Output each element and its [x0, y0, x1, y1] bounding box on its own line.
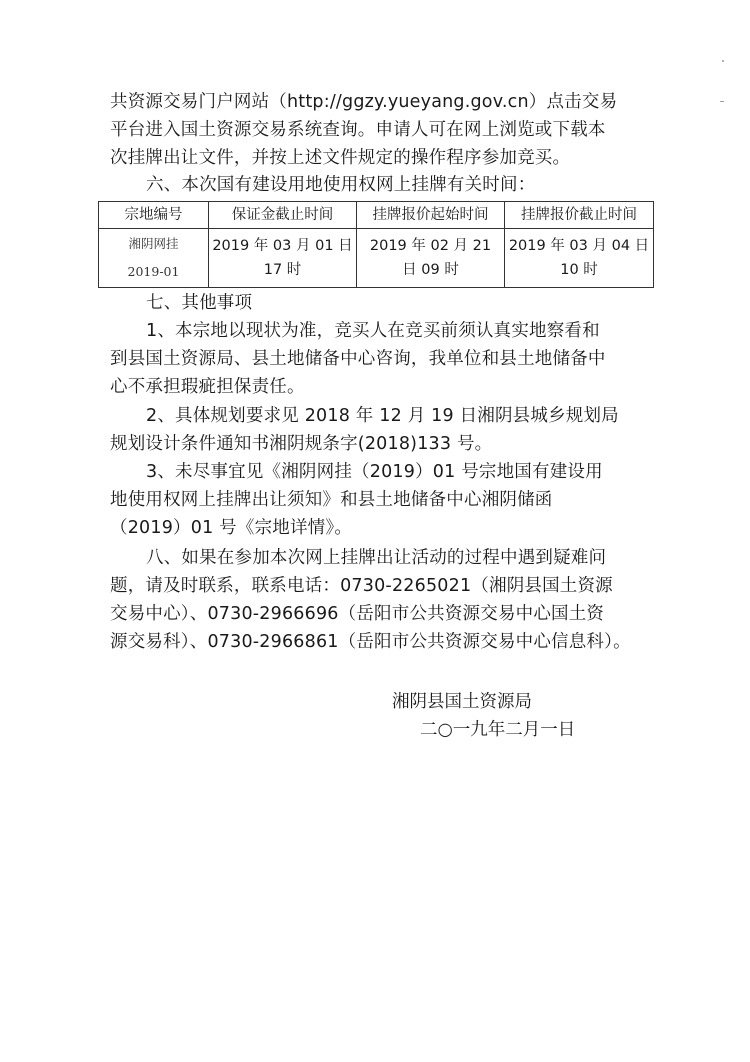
- paragraph-line: 2、具体规划要求见 2018 年 12 月 19 日湘阴县城乡规划局: [146, 406, 619, 426]
- paragraph-line: 平台进入国土资源交易系统查询。申请人可在网上浏览或下载本: [110, 120, 606, 140]
- cell-line: 2019 年 03 月 04 日: [508, 238, 650, 254]
- paragraph-line: （2019）01 号《宗地详情》。: [110, 518, 353, 538]
- section-seven-heading: 七、其他事项: [146, 293, 253, 313]
- cell-line: 日 09 时: [402, 262, 459, 278]
- paragraph-line: 题，请及时联系，联系电话：0730-2265021（湘阴县国土资源: [110, 576, 613, 596]
- header-bid-end: 挂牌报价截止时间: [505, 202, 654, 229]
- cell-bid-end: [505, 229, 654, 288]
- cell-line: 2019 年 02 月 21: [369, 238, 492, 254]
- header-parcel-id: 宗地编号: [99, 202, 209, 229]
- paragraph-line: 八、如果在参加本次网上挂牌出让活动的过程中遇到疑难问: [146, 548, 607, 568]
- paragraph-line: 心不承担瑕疵担保责任。: [110, 377, 305, 397]
- paragraph-line: 3、未尽事宜见《湘阴网挂（2019）01 号宗地国有建设用: [146, 462, 603, 482]
- cell-line: 2019 年 03 月 01 日: [212, 238, 353, 254]
- auction-time-table: [98, 201, 654, 288]
- header-deposit-deadline: 保证金截止时间: [209, 202, 357, 229]
- paragraph-line: 共资源交易门户网站（http://ggzy.yueyang.gov.cn）点击交易: [110, 92, 618, 112]
- paragraph-line: 到县国土资源局、县土地储备中心咨询，我单位和县土地储备中: [110, 349, 606, 369]
- cell-line: 湘阴网挂: [128, 236, 179, 251]
- table-header-row: [99, 202, 654, 229]
- section-six-heading: 六、本次国有建设用地使用权网上挂牌有关时间：: [146, 175, 536, 195]
- paragraph-line: 交易中心）、0730-2966696（岳阳市公共资源交易中心国土资: [110, 604, 605, 624]
- signature-org: 湘阴县国土资源局: [392, 692, 532, 712]
- paragraph-line: 源交易科）、0730-2966861（岳阳市公共资源交易中心信息科）。: [110, 632, 631, 652]
- cell-parcel-id: [99, 229, 209, 288]
- paragraph-line: 规划设计条件通知书湘阴规条字(2018)133 号。: [110, 434, 493, 454]
- cell-line: 2019-01: [127, 264, 180, 279]
- cell-deposit-deadline: [209, 229, 357, 288]
- cell-line: 10 时: [560, 262, 598, 278]
- scan-speck: [722, 60, 724, 62]
- header-bid-start: 挂牌报价起始时间: [357, 202, 505, 229]
- cell-line: 17 时: [263, 262, 302, 278]
- paragraph-line: 次挂牌出让文件，并按上述文件规定的操作程序参加竞买。: [110, 148, 571, 168]
- scan-speck: [720, 101, 724, 102]
- table-row: [99, 229, 654, 288]
- cell-bid-start: [357, 229, 505, 288]
- paragraph-line: 1、本宗地以现状为准，竞买人在竞买前须认真实地察看和: [146, 321, 600, 341]
- paragraph-line: 地使用权网上挂牌出让须知》和县土地储备中心湘阴储函: [110, 490, 553, 510]
- signature-date: 二○一九年二月一日: [420, 720, 576, 740]
